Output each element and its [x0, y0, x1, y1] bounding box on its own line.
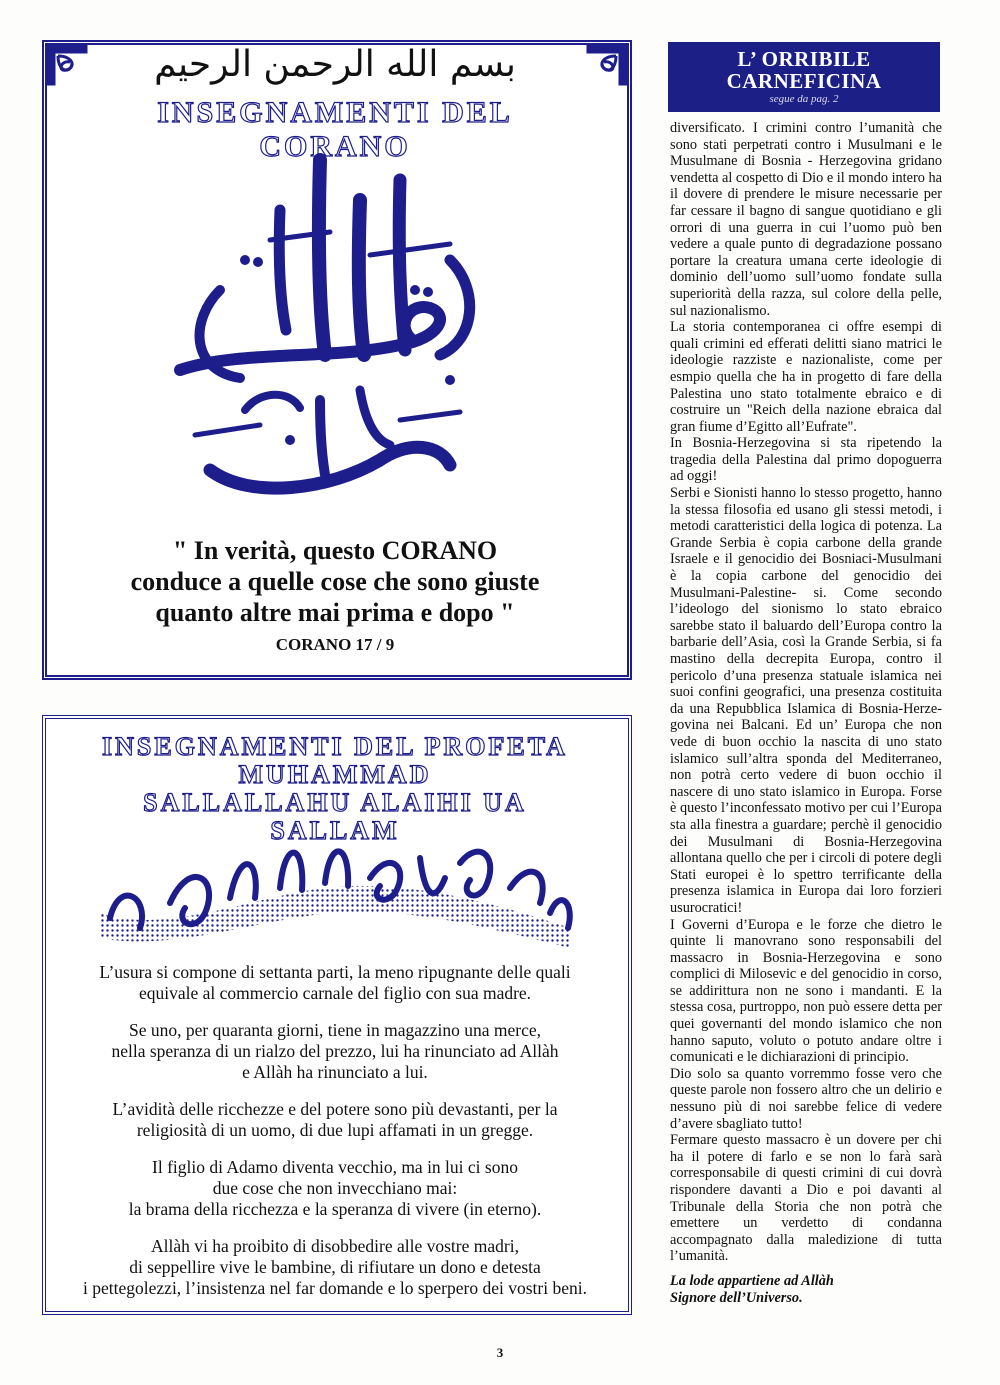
- quote-reference: CORANO 17 / 9: [275, 635, 395, 654]
- article-paragraph: Dio solo sa quanto vorremmo fosse vero che queste parole non fossero altro che un delirio e nessuno più di noi sarebbe felice di vedere d’avere sbagliato tutto!: [670, 1065, 942, 1132]
- article-signature: [670, 1273, 942, 1306]
- hadith-item: [60, 962, 610, 1004]
- article-paragraph: I Governi d’Europa e le forze che dietro le quinte li manovrano sono responsabili del massacro in Bosnia-Herzegovina e sono complici di Milosevic e del genocidio in corso, se addirittura non ne sono i mandanti. E la stessa cosa, purtroppo, non può essere detta per quei governanti del mondo islamico che non hanno saputo, voluto o potuto andare oltre i comunicati e le dichiarazioni di principio.: [670, 916, 942, 1066]
- page-number: 3: [496, 1345, 504, 1360]
- hadith-line: L’usura si compone di settanta parti, la meno ripugnante delle quali: [99, 962, 571, 982]
- corner-ornament-icon: [584, 42, 630, 88]
- hadith-item: [60, 1157, 610, 1220]
- article-title-line: L’ ORRIBILE: [737, 47, 871, 71]
- article-title-line: CARNEFICINA: [726, 69, 882, 93]
- hadith-item: [60, 1020, 610, 1083]
- article-paragraph: Serbi e Sionisti hanno lo stesso progetto, hanno la stessa filosofia ed usano gli stessi metodi, i metodi caratteristici della logica di potenza. La Grande Serbia è copia carbone della grande Israele e il genocidio dei Bosniaci-Musulmani è la copia carbone del genocidio dei Musulmani-Palestine- si. Come secondo l’ideologo del sionismo lo stato ebraico sarebbe stato il baluardo dell’Europa contro la barbarie dell’Asia, così la Grande Serbia, si fa mastino della decrepita Europa, contro il pericolo d’una presenza statuale islamica nei suoi confini geografici, una presenza costituita da una Repubblica Islamica di Bosnia-Herze- govina nei Balcani. Ed un’ Europa che non vede di buon occhio la nascita di uno stato islamico sull’altra sponda del Mediterraneo, non potrà certo vedere di buon occhio il nascere di uno stato islamico in Europa. Forse è questo l’inconfessato motivo per cui l’Europa sta alla finestra a guardare; perchè il genocidio dei Musulmani di Bosnia-Herzegovina allontana quello che per i circoli di potere degli Stati europei è lo spettro terrificante della presenza islamica in Europa dai loro forzieri usurocratici!: [670, 485, 942, 916]
- title-line: MUHAMMAD: [238, 760, 432, 789]
- hadith-line: Se uno, per quaranta giorni, tiene in magazzino una merce,: [128, 1020, 542, 1040]
- quran-quote: [70, 535, 600, 628]
- profeta-calligraphy-icon: [90, 818, 580, 958]
- hadith-line: religiosità di un uomo, di due lupi affamati in un gregge.: [136, 1120, 534, 1140]
- quote-line: quanto altre mai prima e dopo ": [155, 598, 515, 627]
- hadith-item: [60, 1236, 610, 1299]
- hadith-line: di seppellire vive le bambine, di rifiutare un dono e detesta: [129, 1257, 541, 1277]
- basmala: بسم الله الرحمن الرحيم: [154, 44, 516, 85]
- hadith-line: L’avidità delle ricchezze e del potere sono più devastanti, per la: [112, 1099, 558, 1119]
- corner-ornament-icon: [44, 42, 90, 88]
- hadith-line: Il figlio di Adamo diventa vecchio, ma in lui ci sono: [152, 1157, 518, 1177]
- article-paragraph: Fermare questo massacro è un dovere per chi ha il potere di farlo e se non lo farà sarà corresponsabile di questi crimini di cui dovrà rispondere davanti a Dio e poi davanti al Tribunale della Storia che non potrà che emettere un verdetto di condanna accompagnato dalla maledizione di tutta l’umanità.: [670, 1132, 942, 1265]
- title-line: SALLALLAHU ALAIHI UA SALLAM: [143, 788, 527, 845]
- quote-line: conduce a quelle cose che sono giuste: [130, 567, 540, 596]
- signature-line: La lode appartiene ad Allàh: [670, 1272, 834, 1289]
- continued-note: segue da pag. 2: [769, 93, 839, 105]
- quote-line: " In verità, questo CORANO: [172, 536, 498, 565]
- hadith-list: [60, 962, 610, 1315]
- hadith-line: nella speranza di un rialzo del prezzo, lui ha rinunciato ad Allàh: [111, 1041, 559, 1061]
- hadith-line: Allàh vi ha proibito di disobbedire alle vostre madri,: [151, 1236, 519, 1256]
- article-paragraph: diversificato. I crimini contro l’umanità che sono stati perpetrati contro i Musulmani e le Musulmane di Bosnia - Herzegovina gridano vendetta al cospetto di Dio e il mondo intero ha il dovere di prendere le misure necessarie per far cessare il bagno di sangue quotidiano e gli orrori di una guerra in cui l’uomo può ben vedere a quale punto di degradazione possano portare la creatura umana certe ideologie di dominio dell’uomo sull’uomo fondate sulla superiorità della razza, sul colore della pelle, sul nazionalismo.: [670, 120, 942, 319]
- quran-calligraphy-icon: [150, 140, 510, 520]
- hadith-line: due cose che non invecchiano mai:: [212, 1178, 458, 1198]
- hadith-line: e Allàh ha rinunciato a lui.: [242, 1062, 428, 1082]
- corano-title: INSEGNAMENTI DEL CORANO: [157, 96, 513, 163]
- hadith-item: [60, 1099, 610, 1141]
- article-paragraph: La storia contemporanea ci offre esempi di quali crimini ed efferati delitti siano matrici le ideologie razziste e nazionaliste, come per esmpio quella che ha in progetto di fare della Palestina uno stato totalmente ebraico e di costruire un "Reich della nazione ebraica dal gran fiume d’Egitto all’Eufrate".: [670, 319, 942, 435]
- hadith-line: equivale al commercio carnale del figlio con sua madre.: [138, 983, 532, 1003]
- hadith-line: la brama della ricchezza e la speranza di vivere (in eterno).: [128, 1199, 542, 1219]
- article-paragraph: In Bosnia-Herzegovina si sta ripetendo la tragedia della Palestina dal primo dopoguerra ad oggi!: [670, 435, 942, 485]
- article-body: [670, 120, 942, 1306]
- title-line: INSEGNAMENTI DEL PROFETA: [102, 732, 568, 761]
- hadith-line: i pettegolezzi, l’insistenza nel far domande e lo sperpero dei vostri beni.: [83, 1278, 587, 1298]
- article-header: [668, 42, 940, 112]
- article-title: [668, 42, 940, 92]
- signature-line: Signore dell’Universo.: [670, 1289, 803, 1306]
